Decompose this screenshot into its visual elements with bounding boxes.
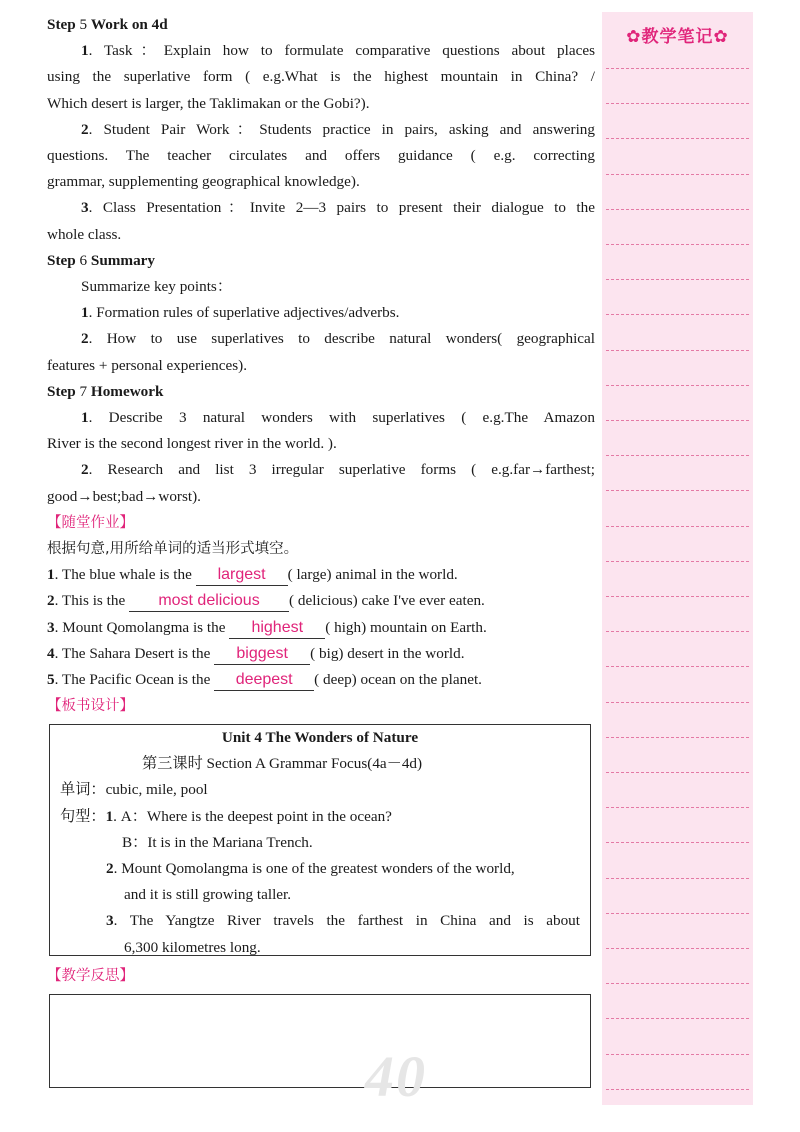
item-number: 2 (47, 592, 55, 610)
step5-item2-line2: questions. The teacher circulates and offers guidance ( e.g. correcting (47, 147, 595, 165)
exercise-item-2 (47, 588, 595, 614)
reflection-section-title: 【教学反思】 (47, 968, 134, 984)
step5-item1-line1 (47, 38, 595, 64)
note-line (606, 596, 749, 597)
step-title: Work on 4d (90, 16, 168, 33)
item-number: 3 (106, 912, 114, 930)
notes-panel (602, 12, 753, 1105)
item-number: 4 (47, 644, 55, 662)
step7-item1-line2: River is the second longest river in the world. ). (47, 435, 337, 453)
step-title: Summary (90, 251, 156, 269)
item-number: 1 (81, 304, 89, 322)
exercise-text: . This is the (54, 592, 129, 610)
step7-heading (47, 379, 595, 405)
item-number: 1 (81, 409, 89, 427)
item-number: 2 (106, 860, 114, 878)
step-label: Step (47, 382, 76, 400)
item-text: . Class Presentation：Invite 2—3 pairs to present their dialogue to the (88, 199, 595, 217)
note-line (606, 385, 749, 386)
item-number: 5 (47, 671, 55, 689)
note-line (606, 68, 749, 69)
note-line (606, 138, 749, 139)
exercise-item-4 (47, 641, 595, 667)
exercise-text: ( delicious) cake I've ever eaten. (289, 592, 485, 610)
item-text: . Task：Explain how to formulate comparative questions about places (88, 42, 595, 60)
board-words (50, 777, 590, 803)
item-text: . Describe 3 natural wonders with superlatives ( e.g.The Amazon (88, 409, 595, 427)
homework-instruction: 根据句意,用所给单词的适当形式填空。 (47, 541, 299, 558)
note-line (606, 561, 749, 562)
step6-heading (47, 248, 595, 274)
note-line (606, 631, 749, 632)
reflection-box[interactable] (49, 994, 591, 1088)
note-line (606, 1089, 749, 1090)
board-sentence-1-line2: B：It is in the Mariana Trench. (122, 833, 313, 851)
note-line (606, 842, 749, 843)
board-unit-title: Unit 4 The Wonders of Nature (221, 729, 419, 746)
note-line (606, 279, 749, 280)
note-line (606, 948, 749, 949)
note-line (606, 913, 749, 914)
step5-item2-line1 (47, 117, 595, 143)
item-number: 1 (81, 42, 89, 60)
note-line (606, 702, 749, 703)
exercise-item-1 (47, 562, 595, 588)
step5-item2-line3: grammar, supplementing geographical knowledge). (47, 173, 360, 191)
answer-blank[interactable]: highest (229, 618, 325, 639)
exercise-item-5 (47, 667, 595, 693)
item-number: 2 (81, 330, 89, 348)
step5-item1-line3: Which desert is larger, the Taklimakan or the Gobi?). (47, 94, 370, 112)
note-line (606, 878, 749, 879)
page-number: 40 (365, 1044, 427, 1109)
board-sentence-1 (50, 804, 590, 830)
sentence-text: . Mount Qomolangma is one of the greatest wonders of the world, (113, 860, 515, 878)
note-line (606, 772, 749, 773)
item-text: . Research and list 3 irregular superlative forms ( e.g.far→farthest; (88, 461, 595, 479)
sentence-text: . The Yangtze River travels the farthest in China and is about (113, 912, 580, 930)
step-number: 5 (75, 16, 91, 33)
step6-intro: Summarize key points： (81, 278, 233, 296)
note-line (606, 1018, 749, 1019)
note-line (606, 983, 749, 984)
note-line (606, 807, 749, 808)
note-line (606, 350, 749, 351)
exercise-text: ( deep) ocean on the planet. (314, 671, 482, 689)
item-text: . How to use superlatives to describe natural wonders( geographical (88, 330, 595, 348)
exercise-text: . The Sahara Desert is the (54, 644, 215, 662)
step-label: Step (47, 16, 76, 33)
step6-item2-line1 (47, 326, 595, 352)
item-number: 1 (47, 566, 55, 584)
step5-item3-line1 (47, 195, 595, 221)
item-number: 3 (81, 199, 89, 217)
sentences-label: 句型： (60, 807, 106, 825)
words-list: cubic, mile, pool (105, 781, 208, 799)
note-line (606, 666, 749, 667)
item-number: 2 (81, 461, 89, 479)
board-sentence-2-line2: and it is still growing taller. (124, 886, 292, 904)
step5-item1-line2: using the superlative form ( e.g.What is the highest mountain in China? / (47, 68, 595, 86)
step5-item3-line2: whole class. (47, 225, 122, 243)
item-text: . Student Pair Work：Students practice in pairs, asking and answering (88, 120, 595, 138)
answer-blank[interactable]: deepest (214, 670, 314, 691)
item-number: 2 (81, 120, 89, 138)
step7-item2-line2: good→best;bad→worst). (47, 487, 201, 505)
board-section-title: 【板书设计】 (47, 698, 134, 715)
board-lesson-title: 第三课时 Section A Grammar Focus(4a－4d) (142, 755, 423, 773)
answer-blank[interactable]: biggest (214, 644, 310, 665)
exercise-item-3 (47, 615, 595, 641)
step5-heading (47, 12, 595, 38)
notes-title: ✿教学笔记✿ (626, 27, 729, 47)
item-number: 1 (105, 807, 114, 825)
note-line (606, 209, 749, 210)
step-title: Homework (90, 382, 164, 400)
exercise-text: . The blue whale is the (54, 566, 196, 584)
note-line (606, 526, 749, 527)
homework-section-title: 【随堂作业】 (47, 514, 134, 531)
board-sentence-2 (50, 856, 590, 882)
note-line (606, 455, 749, 456)
note-line (606, 1054, 749, 1055)
note-line (606, 737, 749, 738)
answer-blank[interactable]: largest (196, 565, 288, 586)
board-sentence-3-line2: 6,300 kilometres long. (124, 938, 261, 956)
exercise-text: ( large) animal in the world. (287, 566, 458, 584)
note-line (606, 420, 749, 421)
step6-item2-line2: features + personal experiences). (47, 356, 247, 374)
board-design-box (49, 724, 591, 956)
step7-item1-line1 (47, 405, 595, 431)
exercise-text: ( big) desert in the world. (310, 644, 465, 662)
exercise-text: . Mount Qomolangma is the (54, 618, 230, 636)
answer-blank[interactable]: most delicious (129, 591, 289, 612)
exercise-text: . The Pacific Ocean is the (54, 671, 215, 689)
note-line (606, 314, 749, 315)
board-sentence-3 (50, 908, 590, 934)
main-content (47, 12, 595, 719)
step-label: Step (47, 251, 76, 269)
step-number: 7 (75, 382, 91, 400)
sentence-text: . A：Where is the deepest point in the ocean? (113, 807, 392, 825)
note-line (606, 244, 749, 245)
step7-item2-line1 (47, 457, 595, 483)
note-line (606, 174, 749, 175)
note-line (606, 490, 749, 491)
note-line (606, 103, 749, 104)
item-text: . Formation rules of superlative adjectives/adverbs. (88, 304, 400, 322)
step6-item1-line1 (47, 300, 595, 326)
exercise-text: ( high) mountain on Earth. (325, 618, 487, 636)
item-number: 3 (47, 618, 55, 636)
words-label: 单词： (60, 781, 106, 799)
step-number: 6 (75, 251, 91, 269)
